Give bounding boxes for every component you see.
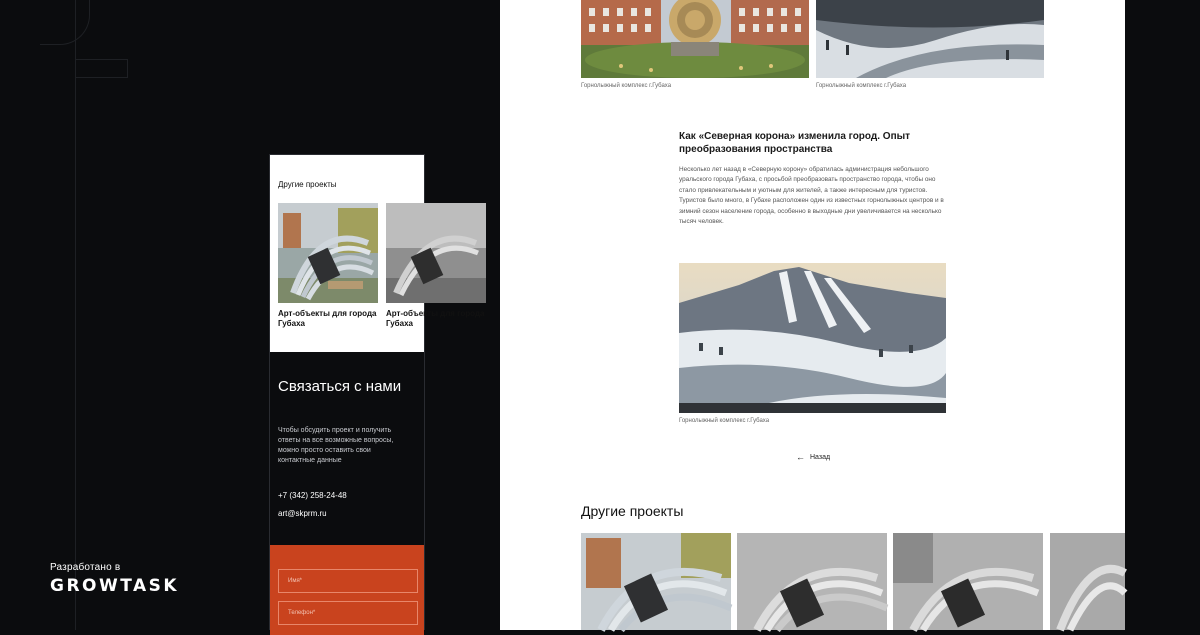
phone-input[interactable]: Телефон* (278, 601, 418, 625)
contact-description: Чтобы обсудить проект и получить ответы на все возможные вопросы, можно просто оставить свои контактные данные (278, 427, 394, 464)
article-title: Как «Северная корона» изменила город. Опыт преобразования пространства (679, 131, 911, 155)
mobile-other-projects-section (270, 155, 485, 352)
arrow-left-icon: ← (796, 452, 805, 462)
project-thumbnail[interactable] (737, 533, 887, 630)
mobile-mockup (269, 154, 485, 630)
project-image (386, 203, 486, 303)
desktop-other-projects-title: Другие проекты (581, 503, 684, 519)
contact-phone-link[interactable]: +7 (342) 258-24-48 (278, 491, 347, 500)
contact-email-link[interactable]: art@skprm.ru (278, 509, 327, 518)
mobile-card-caption: Арт-объекты для города Губаха (386, 309, 485, 328)
decorative-box (75, 59, 128, 78)
photo-caption: Горнолыжный комплекс г.Губаха (816, 83, 907, 89)
mobile-project-card[interactable] (386, 203, 486, 329)
developer-credit (50, 562, 179, 596)
decorative-arc (40, 0, 90, 45)
sculpture-photo (581, 0, 809, 78)
mobile-card-caption: Арт-объекты для города Губаха (278, 309, 377, 328)
mobile-contact-form (270, 545, 424, 635)
ski-resort-photo (679, 263, 946, 413)
mobile-other-projects-title: Другие проекты (278, 180, 337, 189)
back-label: Назад (810, 453, 831, 461)
project-thumbnail[interactable] (893, 533, 1043, 630)
project-thumbnail[interactable] (581, 533, 731, 630)
mobile-contact-section (270, 352, 424, 545)
credit-label: Разработано в (50, 562, 121, 573)
project-thumbnail[interactable] (1050, 533, 1125, 630)
contact-heading: Связаться с нами (278, 378, 402, 395)
photo-caption: Горнолыжный комплекс г.Губаха (679, 418, 770, 424)
growtask-logo[interactable]: GROWTASK (50, 576, 180, 596)
back-link[interactable] (796, 452, 830, 462)
winter-river-photo (816, 0, 1044, 78)
mobile-project-card[interactable] (278, 203, 378, 329)
desktop-mockup (500, 0, 1125, 630)
photo-caption: Горнолыжный комплекс г.Губаха (581, 83, 672, 89)
name-input[interactable]: Имя* (278, 569, 418, 593)
decorative-line (75, 0, 76, 630)
article-text: Несколько лет назад в «Северную корону» обратилась администрация небольшого уральского города Губаха, с просьбой преобразовать пространство города, чтобы оно стало привлекательным и уютным для жителей, а также интересным для туристов. Туристов было много, в Губахе расположен один из известных горнолыжных центров и в зимний сезон население города, особенно в выходные дни увеличивается на несколько тысяч человек. (679, 166, 944, 226)
project-image (278, 203, 378, 303)
